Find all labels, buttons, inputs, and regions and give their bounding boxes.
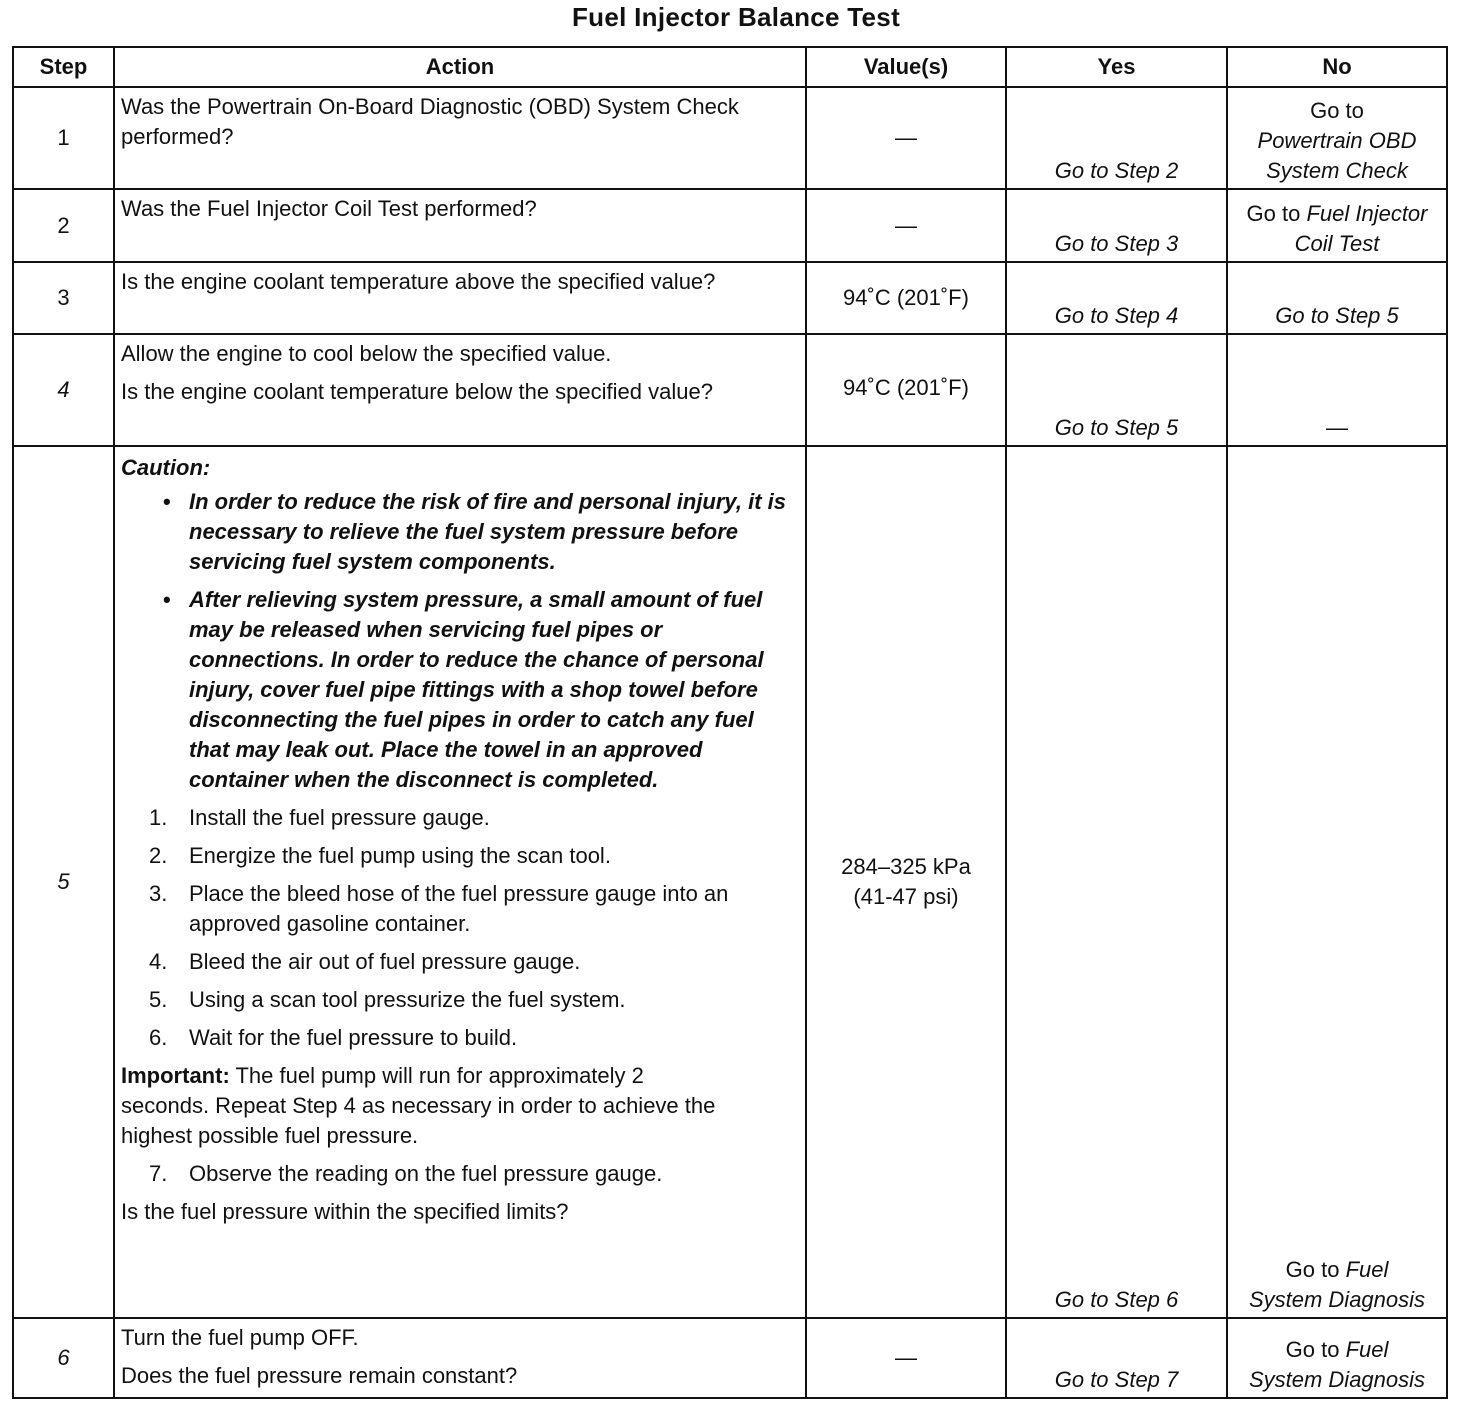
table-row [13,1318,1447,1398]
action-text: Allow the engine to cool below the specified value. [121,341,612,366]
step-number: 6. [149,1025,168,1050]
caution-title: Caution: [121,455,211,480]
no-link-target[interactable]: System Diagnosis [1248,1287,1426,1312]
action-question: Does the fuel pressure remain constant? [121,1363,518,1388]
value-cell: 94˚C (201˚F) [806,334,1006,446]
table-row [13,262,1447,334]
value-cell: 94˚C (201˚F) [806,262,1006,334]
diagnostic-table [12,46,1448,1399]
step-number: 4. [149,949,168,974]
value-cell: — [806,87,1006,189]
list-item: 6. Wait for the fuel pressure to build. [189,1023,799,1053]
step-number: 1 [13,87,114,189]
caution-list [121,487,799,795]
no-link[interactable]: Go to Step 5 [1227,262,1447,334]
header-no: No [1227,47,1447,87]
procedure-list [121,1159,799,1189]
no-link-target[interactable]: System Diagnosis [1248,1367,1426,1392]
action-text: Was the Powertrain On-Board Diagnostic (OBD) System Check performed? [114,87,806,189]
important-note: Important: The fuel pump will run for approximately 2 seconds. Repeat Step 4 as necessary in order to achieve the highest possible fuel pressure. [121,1063,716,1148]
no-prefix: Go to [1285,1337,1340,1362]
no-prefix: Go to [1310,98,1364,123]
table-row [13,446,1447,1318]
step-number: 3. [149,881,168,906]
no-link-target[interactable]: Fuel [1345,1337,1389,1362]
action-text: Is the engine coolant temperature above the specified value? [114,262,806,334]
list-item: 7. Observe the reading on the fuel pressure gauge. [189,1159,799,1189]
no-link-target[interactable]: Fuel Injector Coil Test [1294,201,1428,256]
list-item: 2. Energize the fuel pump using the scan tool. [189,841,799,871]
value-cell: — [806,1318,1006,1398]
yes-link[interactable]: Go to Step 7 [1006,1318,1227,1398]
header-action: Action [114,47,806,87]
no-prefix: Go to [1246,201,1301,226]
yes-link[interactable]: Go to Step 5 [1006,334,1227,446]
step-number: 5. [149,987,168,1012]
step-number: 2 [13,189,114,262]
step-number: 7. [149,1161,168,1186]
list-item: • In order to reduce the risk of fire and personal injury, it is necessary to relieve the fuel system pressure before servicing fuel system components. [189,487,799,577]
yes-link[interactable]: Go to Step 4 [1006,262,1227,334]
yes-link[interactable]: Go to Step 6 [1006,446,1227,1318]
step-number: 2. [149,843,168,868]
action-text: Was the Fuel Injector Coil Test performed? [114,189,806,262]
value-cell: 284–325 kPa (41-47 psi) [806,446,1006,1318]
header-values: Value(s) [806,47,1006,87]
list-item: 3. Place the bleed hose of the fuel pressure gauge into an approved gasoline container. [149,881,729,936]
yes-link[interactable]: Go to Step 3 [1006,189,1227,262]
action-question: Is the engine coolant temperature below the specified value? [121,379,713,404]
no-link-target[interactable]: Powertrain OBD System Check [1257,128,1417,183]
no-link[interactable] [1227,189,1447,262]
no-link[interactable] [1227,446,1447,1318]
no-link[interactable] [1227,87,1447,189]
header-row [13,47,1447,87]
value-cell: — [806,189,1006,262]
action-cell [114,1318,806,1398]
header-step: Step [13,47,114,87]
step-number: 5 [13,446,114,1318]
step-number: 6 [13,1318,114,1398]
list-item: 5. Using a scan tool pressurize the fuel system. [189,985,799,1015]
list-item: 1. Install the fuel pressure gauge. [189,803,799,833]
action-cell [114,334,806,446]
header-yes: Yes [1006,47,1227,87]
table-row [13,334,1447,446]
action-question: Is the fuel pressure within the specified limits? [121,1199,569,1224]
table-row [13,87,1447,189]
yes-link[interactable]: Go to Step 2 [1006,87,1227,189]
no-link[interactable] [1227,1318,1447,1398]
step-number: 3 [13,262,114,334]
list-item: • After relieving system pressure, a small amount of fuel may be released when servicing fuel pipes or connections. In order to reduce the chance of personal injury, cover fuel pipe fittings with a shop towel before disconnecting the fuel pipes in order to catch any fuel that may leak out. Place the towel in an approved container when the disconnect is completed. [189,585,799,795]
action-text: Turn the fuel pump OFF. [121,1325,359,1350]
list-item: 4. Bleed the air out of fuel pressure gauge. [189,947,799,977]
important-label: Important: [121,1063,230,1088]
no-link-target[interactable]: Fuel [1345,1257,1389,1282]
procedure-list [121,803,799,1053]
no-prefix: Go to [1285,1257,1340,1282]
no-cell: — [1227,334,1447,446]
page-title: Fuel Injector Balance Test [571,2,901,32]
table-row [13,189,1447,262]
step-number: 4 [13,334,114,446]
action-cell [114,446,806,1318]
step-number: 1. [149,805,168,830]
